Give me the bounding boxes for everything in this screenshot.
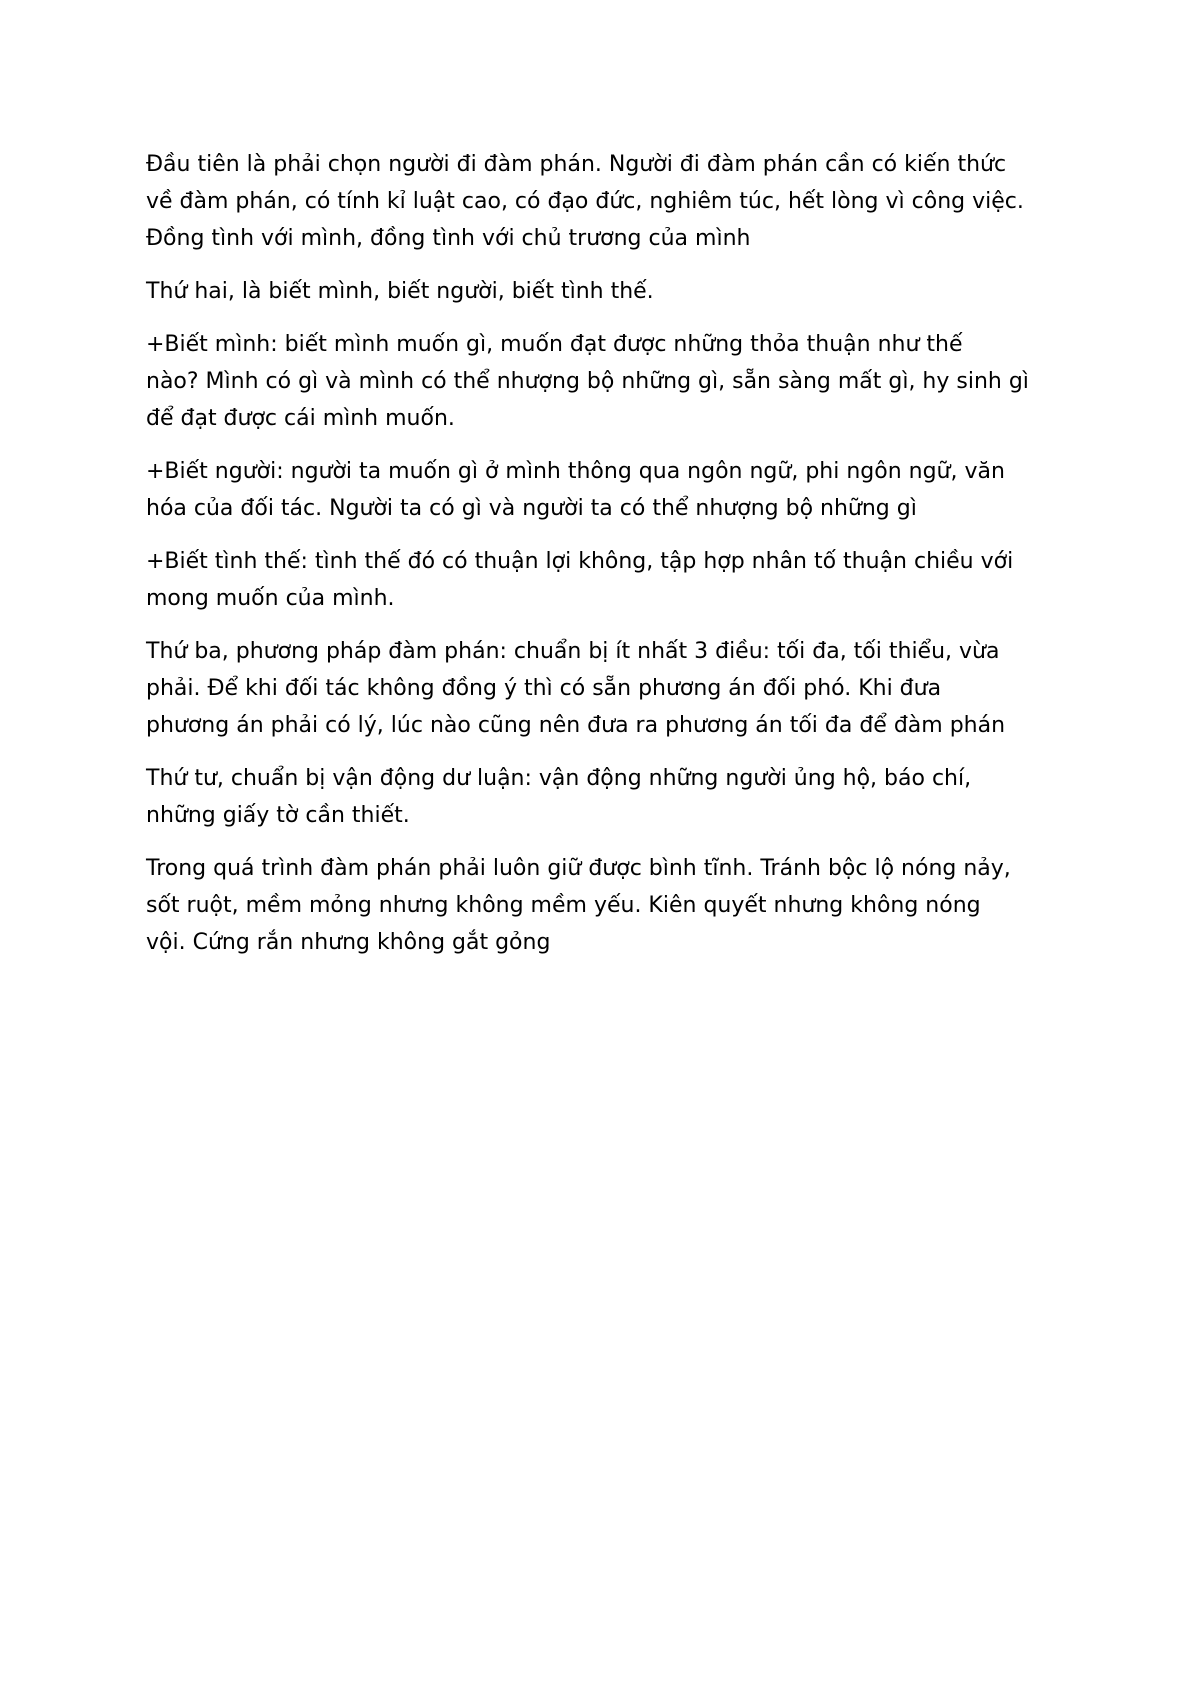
text-line: để đạt được cái mình muốn. — [146, 406, 455, 431]
paragraph-6 — [146, 633, 1076, 744]
text-line: hóa của đối tác. Người ta có gì và người ta có thể nhượng bộ những gì — [146, 496, 917, 521]
paragraph-7 — [146, 760, 1076, 834]
document-body — [146, 146, 1076, 977]
paragraph-5 — [146, 543, 1076, 617]
text-line: Trong quá trình đàm phán phải luôn giữ được bình tĩnh. Tránh bộc lộ nóng nảy, — [146, 856, 1011, 881]
text-line: vội. Cứng rắn nhưng không gắt gỏng — [146, 930, 551, 955]
paragraph-2 — [146, 273, 1076, 310]
text-line: về đàm phán, có tính kỉ luật cao, có đạo đức, nghiêm túc, hết lòng vì công việc. — [146, 189, 1024, 214]
text-line: +Biết tình thế: tình thế đó có thuận lợi không, tập hợp nhân tố thuận chiều với — [146, 549, 1014, 574]
paragraph-3 — [146, 326, 1076, 437]
text-line: Thứ hai, là biết mình, biết người, biết tình thế. — [146, 279, 654, 304]
text-line: nào? Mình có gì và mình có thể nhượng bộ những gì, sẵn sàng mất gì, hy sinh gì — [146, 369, 1029, 394]
text-line: +Biết người: người ta muốn gì ở mình thông qua ngôn ngữ, phi ngôn ngữ, văn — [146, 459, 1005, 484]
text-line: mong muốn của mình. — [146, 586, 395, 611]
text-line: +Biết mình: biết mình muốn gì, muốn đạt được những thỏa thuận như thế — [146, 332, 963, 357]
text-line: Đầu tiên là phải chọn người đi đàm phán. Người đi đàm phán cần có kiến thức — [146, 152, 1007, 177]
text-line: phương án phải có lý, lúc nào cũng nên đưa ra phương án tối đa để đàm phán — [146, 713, 1006, 738]
text-line: Thứ ba, phương pháp đàm phán: chuẩn bị ít nhất 3 điều: tối đa, tối thiểu, vừa — [146, 639, 1000, 664]
text-line: phải. Để khi đối tác không đồng ý thì có sẵn phương án đối phó. Khi đưa — [146, 676, 942, 701]
paragraph-1 — [146, 146, 1076, 257]
text-line: sốt ruột, mềm mỏng nhưng không mềm yếu. Kiên quyết nhưng không nóng — [146, 893, 981, 918]
text-line: những giấy tờ cần thiết. — [146, 803, 410, 828]
text-line: Thứ tư, chuẩn bị vận động dư luận: vận động những người ủng hộ, báo chí, — [146, 766, 972, 791]
paragraph-8 — [146, 850, 1076, 961]
text-line: Đồng tình với mình, đồng tình với chủ trương của mình — [146, 226, 751, 251]
paragraph-4 — [146, 453, 1076, 527]
